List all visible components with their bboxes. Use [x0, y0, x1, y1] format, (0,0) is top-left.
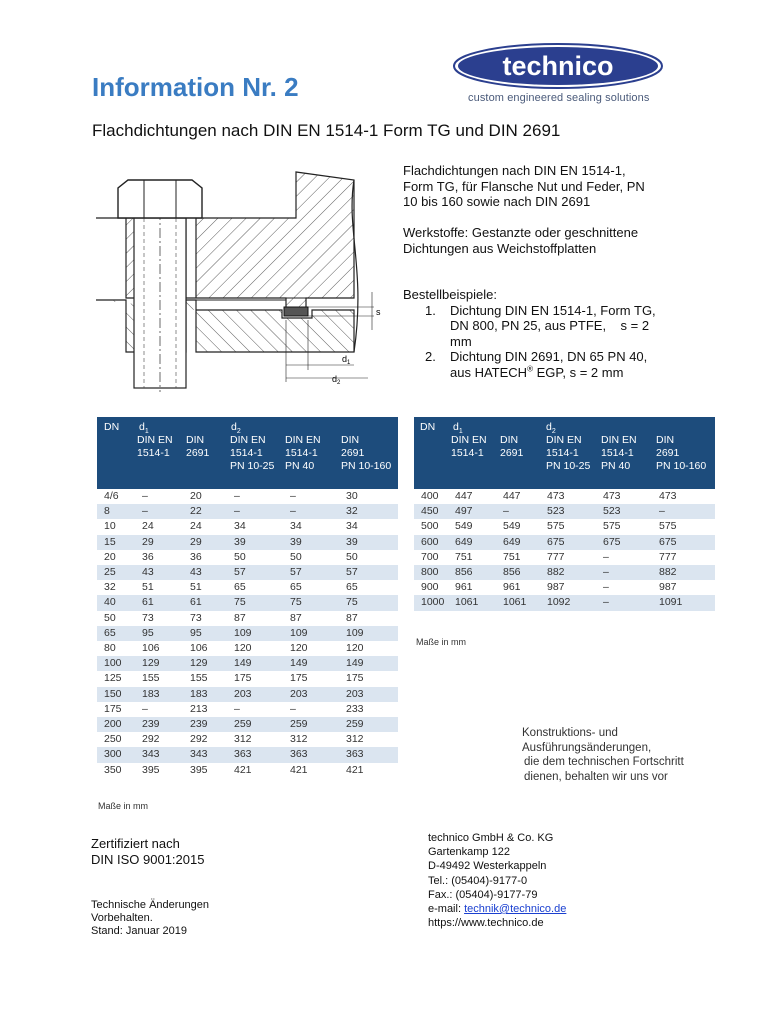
table-cell: 39	[343, 535, 398, 550]
table-cell: 50	[234, 550, 246, 563]
table-cell: 175	[104, 702, 122, 715]
tagline: custom engineered sealing solutions	[468, 92, 650, 104]
table-row	[97, 732, 398, 747]
table-cell: –	[234, 490, 240, 502]
table-cell: 43	[139, 565, 187, 580]
table-row	[97, 702, 398, 717]
table-cell: 106	[190, 642, 208, 655]
table-cell: 22	[187, 504, 231, 519]
table-cell: 109	[287, 626, 343, 641]
table-cell: 75	[287, 595, 343, 610]
table-row	[97, 641, 398, 656]
table-cell: 312	[234, 733, 252, 746]
table-cell: 575	[547, 520, 565, 533]
table-cell: 856	[500, 565, 544, 580]
table-cell: 50	[104, 611, 116, 624]
order-examples	[403, 287, 703, 380]
table-cell: 961	[503, 581, 521, 594]
table-row	[414, 519, 715, 534]
table-cell: 175	[290, 672, 308, 685]
table-row	[414, 489, 715, 504]
table-cell: 149	[231, 656, 287, 671]
table-cell: 120	[346, 642, 364, 655]
table-cell: 95	[139, 626, 187, 641]
table-cell: 106	[142, 642, 160, 655]
table-cell: 109	[343, 626, 398, 641]
table-cell: 10	[104, 520, 116, 533]
table-cell: 39	[287, 535, 343, 550]
table-cell: –	[231, 504, 287, 519]
table-cell: 155	[142, 672, 160, 685]
table-cell: 203	[287, 687, 343, 702]
table-cell: 292	[190, 733, 208, 746]
table-cell: 34	[234, 520, 246, 533]
units-note-left: Maße in mm	[98, 801, 149, 811]
table-cell: 675	[600, 535, 656, 550]
table-cell	[600, 611, 656, 626]
city: D-49492 Westerkappeln	[428, 860, 547, 873]
table-cell: –	[139, 504, 187, 519]
table-cell: 100	[97, 656, 139, 671]
company-name: technico GmbH & Co. KG	[428, 832, 554, 844]
table-cell: 900	[421, 581, 439, 594]
table-cell: –	[600, 565, 656, 580]
table-cell: 57	[287, 565, 343, 580]
table-cell: 395	[142, 763, 160, 776]
table-row	[414, 535, 715, 550]
table-cell: 57	[343, 565, 398, 580]
table-row	[97, 519, 398, 534]
units-note-right: Maße in mm	[416, 637, 467, 647]
table-cell: 363	[343, 747, 398, 762]
table-cell: 312	[346, 733, 364, 746]
fax: Fax.: (05404)-9177-79	[428, 888, 538, 901]
table-cell: 50	[346, 550, 358, 563]
table-cell: 29	[139, 535, 187, 550]
dim-d2: $d_2$	[332, 374, 341, 386]
table-row	[97, 535, 398, 550]
dim-d1: $d_1$	[342, 354, 351, 366]
table-cell: 856	[452, 565, 500, 580]
table-cell: 1061	[500, 595, 544, 610]
table-cell: 600	[414, 535, 452, 550]
table-cell: 65	[346, 581, 358, 594]
table-cell: 120	[290, 642, 308, 655]
table-cell: 75	[343, 595, 398, 610]
table-cell: 36	[142, 550, 154, 563]
table-cell: 183	[139, 687, 187, 702]
table-row	[97, 626, 398, 641]
certification: Zertifiziert nach DIN ISO 9001:2015	[91, 836, 205, 867]
table-cell: 259	[343, 717, 398, 732]
description-intro: Flachdichtungen nach DIN EN 1514-1, Form TG, für Flansche Nut und Feder, PN 10 bis 160 sowie nach DIN 2691	[403, 163, 645, 209]
table-cell: 150	[97, 687, 139, 702]
table-cell: 51	[142, 581, 154, 594]
table-cell: 87	[290, 611, 302, 624]
order-examples-heading: Bestellbeispiele:	[403, 287, 497, 302]
table-cell: 155	[190, 672, 208, 685]
table-cell: –	[600, 595, 656, 610]
table-cell: 183	[187, 687, 231, 702]
table-cell: 300	[97, 747, 139, 762]
order-example-1: 1. Dichtung DIN EN 1514-1, Form TG, DN 800, PN 25, aus PTFE, s = 2 mm	[425, 302, 656, 349]
table-cell: 1092	[544, 595, 600, 610]
table-cell: 120	[234, 642, 252, 655]
dimension-table-right	[414, 417, 715, 626]
street: Gartenkamp 122	[428, 846, 510, 859]
table-cell: 109	[231, 626, 287, 641]
table-cell: 239	[187, 717, 231, 732]
table-cell: 24	[190, 520, 202, 533]
table-cell: 39	[231, 535, 287, 550]
table-row	[414, 595, 715, 610]
dimension-table-left	[97, 417, 398, 778]
table-cell: 500	[421, 520, 439, 533]
table-cell	[500, 611, 544, 626]
table-cell: 292	[142, 733, 160, 746]
table-cell: 75	[231, 595, 287, 610]
table-cell: 36	[190, 550, 202, 563]
table-cell: 549	[455, 520, 473, 533]
table-cell: 65	[234, 581, 246, 594]
table-cell: 350	[104, 763, 122, 776]
table-cell: 675	[656, 535, 715, 550]
table-cell: 497	[452, 504, 500, 519]
table-cell: –	[142, 702, 148, 715]
table-cell: –	[656, 504, 715, 519]
table-row	[97, 611, 398, 626]
table-cell: –	[603, 581, 609, 594]
website: https://www.technico.de	[428, 917, 544, 930]
table-cell: 312	[290, 733, 308, 746]
table-cell: 61	[139, 595, 187, 610]
table-cell: –	[290, 702, 296, 715]
table-cell: 213	[190, 702, 208, 715]
table-row	[414, 550, 715, 565]
table-row	[97, 656, 398, 671]
table-cell: 987	[547, 581, 565, 594]
table-cell: 961	[455, 581, 473, 594]
table-cell: 20	[104, 550, 116, 563]
table-row	[414, 504, 715, 519]
table-row	[97, 565, 398, 580]
table-cell: 233	[346, 702, 364, 715]
technical-changes-note: Technische Änderungen Vorbehalten. Stand: Januar 2019	[91, 899, 210, 937]
table-cell: 129	[187, 656, 231, 671]
table-cell: 649	[452, 535, 500, 550]
table-cell: 61	[187, 595, 231, 610]
table-cell: 363	[231, 747, 287, 762]
table-cell: 259	[231, 717, 287, 732]
table-cell: 575	[659, 520, 677, 533]
dim-s: s	[376, 307, 381, 317]
table-cell: 473	[659, 490, 677, 502]
table-cell: 73	[190, 611, 202, 624]
table-cell: 447	[503, 490, 521, 502]
table-cell: 80	[104, 642, 116, 655]
table-row	[97, 717, 398, 732]
table-cell: 129	[139, 656, 187, 671]
table-cell: 239	[139, 717, 187, 732]
table-cell: 421	[346, 763, 364, 776]
table-cell: 32	[343, 504, 398, 519]
table-row	[414, 580, 715, 595]
table-cell: 1000	[414, 595, 452, 610]
table-cell: 523	[544, 504, 600, 519]
table-cell: –	[142, 490, 148, 502]
table-cell: 149	[343, 656, 398, 671]
table-cell: 882	[656, 565, 715, 580]
table-cell: 450	[414, 504, 452, 519]
table-cell: 395	[190, 763, 208, 776]
table-cell: 73	[142, 611, 154, 624]
phone: Tel.: (05404)-9177-0	[428, 874, 528, 887]
table-cell: 57	[231, 565, 287, 580]
table-cell: 777	[547, 550, 565, 563]
table-cell: 751	[455, 550, 473, 563]
table-cell: 30	[346, 490, 358, 502]
table-cell: 50	[290, 550, 302, 563]
table-cell: 987	[659, 581, 677, 594]
table-cell: 1061	[452, 595, 500, 610]
table-cell: 575	[603, 520, 621, 533]
table-cell: 24	[142, 520, 154, 533]
table-cell: –	[500, 504, 544, 519]
description-materials: Werkstoffe: Gestanzte oder geschnittene Dichtungen aus Weichstoffplatten	[403, 225, 639, 256]
table-row	[414, 611, 715, 626]
table-row	[97, 580, 398, 595]
order-example-2: 2. Dichtung DIN 2691, DN 65 PN 40, aus HATECH® EGP, s = 2 mm	[425, 349, 648, 380]
table-cell: 15	[97, 535, 139, 550]
table-cell: 200	[97, 717, 139, 732]
table-cell: 882	[544, 565, 600, 580]
table-cell: 1091	[656, 595, 715, 610]
table-cell: 175	[234, 672, 252, 685]
table-cell: 149	[287, 656, 343, 671]
company-address: technico GmbH & Co. KG Gartenkamp 122 D-49492 Westerkappeln Tel.: (05404)-9177-0 Fax.: (05404)-9177-79 e-mail: technik@technico.de https://www.technico.de	[428, 832, 567, 930]
table-cell: 34	[346, 520, 358, 533]
table-cell: 34	[290, 520, 302, 533]
table-cell: 25	[97, 565, 139, 580]
table-cell: 65	[290, 581, 302, 594]
table-cell: 675	[544, 535, 600, 550]
logo-text: technico	[502, 51, 614, 81]
table-cell: 175	[346, 672, 364, 685]
table-cell: 343	[139, 747, 187, 762]
table-cell: 523	[600, 504, 656, 519]
table-cell: 65	[97, 626, 139, 641]
table-cell: 87	[234, 611, 246, 624]
table-cell: 649	[500, 535, 544, 550]
table-row	[414, 565, 715, 580]
table-cell: 777	[659, 550, 677, 563]
table-cell: –	[603, 550, 609, 563]
table-cell: 125	[104, 672, 122, 685]
subtitle: Flachdichtungen nach DIN EN 1514-1 Form TG und DIN 2691	[92, 121, 561, 140]
table-cell: 363	[287, 747, 343, 762]
table-cell: –	[287, 504, 343, 519]
table-cell: 800	[414, 565, 452, 580]
table-cell: 203	[231, 687, 287, 702]
table-cell: 51	[190, 581, 202, 594]
table-cell: 259	[287, 717, 343, 732]
table-cell: 29	[187, 535, 231, 550]
email-link[interactable]: technik@technico.de	[464, 903, 567, 916]
table-cell: 421	[290, 763, 308, 776]
table-cell: 40	[97, 595, 139, 610]
table-cell	[656, 611, 715, 626]
table-header-row: DN $d_1$ DIN EN 1514-1 DIN 2691 $d_2$ DIN EN 1514-1 PN 10-25 DIN EN 1514-1 PN 40 DIN 2691 PN 10-160	[414, 417, 715, 489]
table-cell: 751	[503, 550, 521, 563]
table-cell: 700	[421, 550, 439, 563]
table-cell: –	[234, 702, 240, 715]
table-row	[97, 671, 398, 686]
table-cell: 549	[503, 520, 521, 533]
page-title: Information Nr. 2	[92, 72, 299, 102]
table-cell	[414, 611, 452, 626]
table-row	[97, 763, 398, 778]
table-row	[97, 687, 398, 702]
table-cell: 8	[97, 504, 139, 519]
table-cell: 343	[187, 747, 231, 762]
table-cell: 32	[104, 581, 116, 594]
technico-logo	[452, 42, 664, 90]
table-cell: 87	[346, 611, 358, 624]
table-cell: 421	[234, 763, 252, 776]
table-row	[97, 595, 398, 610]
engineering-change-note: Konstruktions- und Ausführungsänderungen, die dem technischen Fortschritt dienen, behalten wir uns vor	[522, 727, 684, 783]
table-cell: 43	[187, 565, 231, 580]
table-cell: –	[290, 490, 296, 502]
table-row	[97, 747, 398, 762]
table-header-row: DN $d_1$ DIN EN 1514-1 DIN 2691 $d_2$ DIN EN 1514-1 PN 10-25 DIN EN 1514-1 PN 40 DIN 2691 PN 10-160	[97, 417, 398, 489]
table-cell: 447	[455, 490, 473, 502]
table-cell: 250	[104, 733, 122, 746]
table-row	[97, 550, 398, 565]
table-row	[97, 504, 398, 519]
table-cell: 20	[190, 490, 202, 502]
table-row	[97, 489, 398, 504]
flange-cross-section-drawing	[96, 170, 392, 392]
table-cell: 95	[187, 626, 231, 641]
table-cell	[544, 611, 600, 626]
table-cell	[452, 611, 500, 626]
table-cell: 400	[421, 490, 439, 502]
table-cell: 473	[547, 490, 565, 502]
table-cell: 4/6	[104, 490, 119, 502]
table-cell: 473	[603, 490, 621, 502]
table-cell: 203	[343, 687, 398, 702]
